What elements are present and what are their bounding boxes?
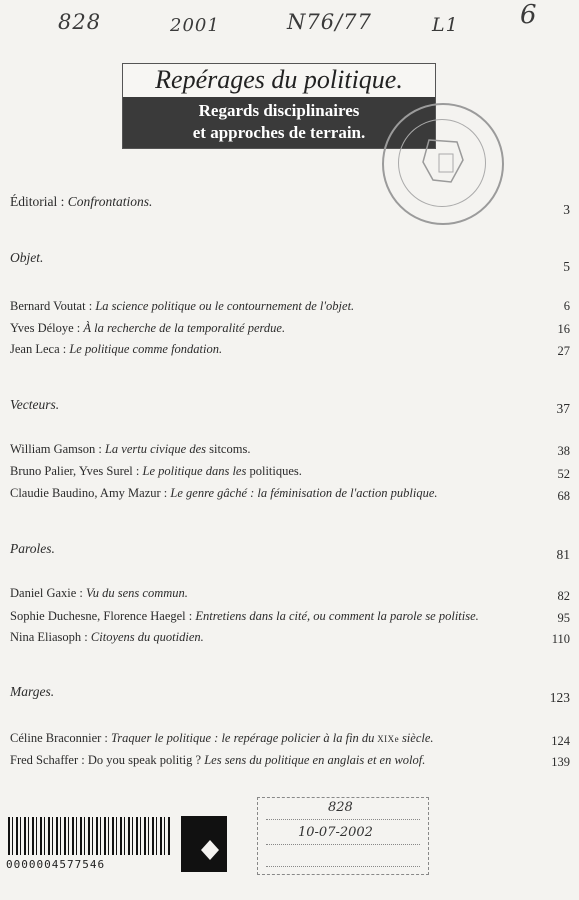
entry-author: Jean Leca xyxy=(10,342,60,356)
entry-title: Entretiens dans la cité, ou comment la parole se politise. xyxy=(195,609,479,623)
toc-section-objet xyxy=(10,250,570,274)
stamp-date-value: 10-07-2002 xyxy=(298,825,373,840)
entry-author: Bernard Voutat xyxy=(10,299,86,313)
page-number: 68 xyxy=(557,489,570,503)
toc-entry: Daniel Gaxie : Vu du sens commun. 82 xyxy=(10,586,570,603)
editorial-title: Confrontations. xyxy=(67,194,153,209)
entry-author: Daniel Gaxie xyxy=(10,586,77,600)
barcode-number: 0000004577546 xyxy=(6,858,106,871)
subtitle-line-1: Regards disciplinaires xyxy=(198,101,360,120)
entry-title: Le politique xyxy=(142,464,203,478)
publisher-logo xyxy=(181,816,227,872)
entry-author: Bruno Palier, Yves Surel xyxy=(10,464,133,478)
entry-title: Traquer le politique : le repérage policier à la fin du xyxy=(111,731,375,745)
publisher-logo-diamond-icon xyxy=(201,840,219,860)
toc-entry: Nina Eliasoph : Citoyens du quotidien. 110 xyxy=(10,630,570,646)
entry-title-tail: sitcoms. xyxy=(206,442,251,456)
toc-entry: Sophie Duchesne, Florence Haegel : Entretiens dans la cité, ou comment la parole se politise. 95 xyxy=(10,609,570,625)
subtitle-line-2: et approches de terrain. xyxy=(192,123,366,142)
page-number: 123 xyxy=(549,690,570,705)
toc-section-paroles xyxy=(10,541,570,562)
registration-stamp xyxy=(257,797,429,875)
stamp-line xyxy=(266,866,420,867)
page-number: 82 xyxy=(557,589,570,603)
page-number: 38 xyxy=(557,444,570,458)
page-number: 95 xyxy=(557,611,570,625)
toc-entry: Jean Leca : Le politique comme fondation. 27 xyxy=(10,342,570,358)
stamp-line xyxy=(266,844,420,845)
entry-title-mid: dans les xyxy=(202,464,250,478)
page-number: 139 xyxy=(551,755,570,769)
page-number: 5 xyxy=(563,259,570,274)
page-number: 52 xyxy=(557,467,570,481)
page-number: 37 xyxy=(556,401,570,416)
main-title: Repérages du politique. xyxy=(155,65,403,94)
entry-title-tail: siècle. xyxy=(401,731,434,745)
toc-editorial xyxy=(10,194,570,217)
entry-title-tail: politiques. xyxy=(249,464,302,478)
entry-author: Nina Eliasoph xyxy=(10,630,82,644)
toc-entry: Bernard Voutat : La science politique ou le contournement de l'objet. 6 xyxy=(10,299,570,313)
handwritten-year: 2001 xyxy=(170,15,220,36)
toc-entry: Yves Déloye : À la recherche de la temporalité perdue. 16 xyxy=(10,321,570,336)
handwritten-issue: N76/77 xyxy=(287,10,372,34)
section-title: Objet. xyxy=(10,250,44,265)
toc-entry: William Gamson : La vertu civique des sitcoms. 38 xyxy=(10,442,570,458)
page-number: 124 xyxy=(551,734,570,748)
page-number: 16 xyxy=(557,322,570,336)
toc-section-vecteurs xyxy=(10,397,570,416)
entry-title: La vertu civique des xyxy=(104,442,206,456)
section-title: Vecteurs. xyxy=(10,397,60,412)
section-title: Marges. xyxy=(10,684,55,699)
toc-entry: Claudie Baudino, Amy Mazur : Le genre gâché : la féminisation de l'action publique. 68 xyxy=(10,486,570,503)
editorial-label: Éditorial xyxy=(10,194,58,209)
toc-entry: Bruno Palier, Yves Surel : Le politique dans les politiques. 52 xyxy=(10,464,570,481)
toc-section-marges xyxy=(10,684,570,705)
page-number: 81 xyxy=(556,547,570,562)
page-number: 3 xyxy=(563,202,570,217)
section-title: Paroles. xyxy=(10,541,55,556)
handwritten-mark: L1 xyxy=(432,14,459,36)
entry-title: À la recherche de la temporalité perdue. xyxy=(83,321,286,335)
entry-title: Vu du sens commun. xyxy=(86,586,188,600)
page-number: 6 xyxy=(563,299,570,313)
stamp-line xyxy=(266,819,420,820)
toc-entry: Fred Schaffer : Do you speak politig ? Les sens du politique en anglais et en wolof. 139 xyxy=(10,753,570,769)
entry-author: Sophie Duchesne, Florence Haegel xyxy=(10,609,186,623)
entry-author: Fred Schaffer xyxy=(10,753,79,767)
stamp-number-value: 828 xyxy=(328,800,353,815)
entry-title: La science politique ou le contournement de l'objet. xyxy=(95,299,355,313)
entry-title-plain: Do you speak politig ? xyxy=(87,753,202,767)
handwritten-corner-number: 6 xyxy=(520,0,538,30)
page-number: 27 xyxy=(557,344,570,358)
entry-title: Le genre gâché : la féminisation de l'action publique. xyxy=(170,486,438,500)
entry-author: Yves Déloye xyxy=(10,321,74,335)
entry-author: Claudie Baudino, Amy Mazur xyxy=(10,486,161,500)
entry-title: Le politique comme fondation. xyxy=(69,342,223,356)
toc-entry: Céline Braconnier : Traquer le politique : le repérage policier à la fin du XIXe siècle. 124 xyxy=(10,731,570,748)
entry-title: Les sens du politique en anglais et en wolof. xyxy=(204,753,426,767)
page-number: 110 xyxy=(551,632,570,646)
handwritten-number: 828 xyxy=(58,10,102,34)
entry-author: William Gamson xyxy=(10,442,96,456)
entry-author: Céline Braconnier xyxy=(10,731,102,745)
editorial-separator: : xyxy=(57,194,68,209)
entry-title-century: XIXe xyxy=(374,734,402,744)
barcode xyxy=(8,817,170,855)
entry-title: Citoyens du quotidien. xyxy=(90,630,204,644)
